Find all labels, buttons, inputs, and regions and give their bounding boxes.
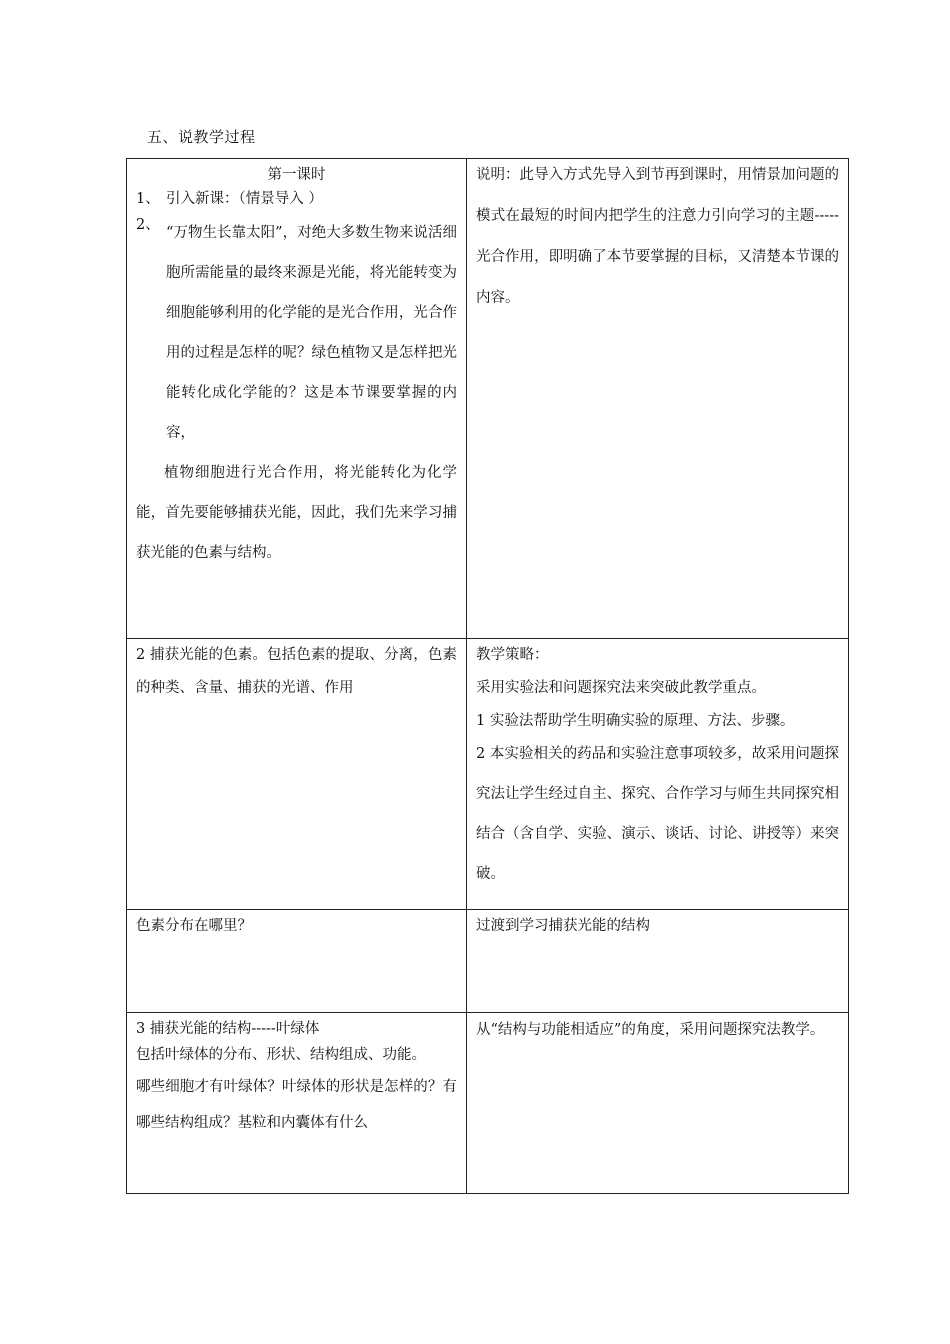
lesson-content-cell (127, 910, 467, 1013)
lesson-period-title: 第一课时 (267, 167, 326, 183)
strategy-line: 2 本实验相关的药品和实验注意事项较多，故采用问题探究法让学生经过自主、探究、合作学习与师生共同探究相结合（含自学、实验、演示、谈话、讨论、讲授等）来突破。 (476, 746, 839, 882)
list-item (136, 213, 457, 453)
table-row (127, 1013, 849, 1194)
table-row (127, 910, 849, 1013)
paragraph: 从“结构与功能相适应”的角度，采用问题探究法教学。 (476, 1022, 825, 1038)
strategy-cell (467, 639, 849, 910)
paragraph: 说明：此导入方式先导入到节再到课时，用情景加问题的模式在最短的时间内把学生的注意力引向学习的主题-----光合作用，即明确了本节要掌握的目标，又清楚本节课的内容。 (476, 167, 839, 306)
teaching-process-table (126, 158, 849, 1194)
lesson-content-cell (127, 159, 467, 639)
strategy-line: 采用实验法和问题探究法来突破此教学重点。 (476, 680, 766, 696)
list-item (136, 187, 457, 211)
item-number: 2、 (136, 217, 160, 233)
lesson-content-cell (127, 639, 467, 910)
transition-text: 过渡到学习捕获光能的结构 (476, 918, 650, 934)
structure-heading: 3 捕获光能的结构-----叶绿体 (136, 1021, 320, 1037)
section-heading: 五、说教学过程 (147, 128, 256, 146)
paragraph: 植物细胞进行光合作用，将光能转化为化学能，首先要能够捕获光能，因此，我们先来学习捕获光能的色素与结构。 (136, 465, 457, 561)
item-number: 1、 (136, 191, 160, 207)
strategy-title: 教学策略： (476, 647, 549, 663)
strategy-line: 1 实验法帮助学生明确实验的原理、方法、步骤。 (476, 713, 795, 729)
paragraph: 包括叶绿体的分布、形状、结构组成、功能。 (136, 1047, 426, 1063)
explanation-cell (467, 1013, 849, 1194)
item-text: “万物生长靠太阳”，对绝大多数生物来说活细胞所需能量的最终来源是光能，将光能转变为细胞能够利用的化学能的是光合作用，光合作用的过程是怎样的呢？绿色植物又是怎样把光能转化成化学能的？这是本节课要掌握的内容， (166, 225, 457, 441)
paragraph: 哪些细胞才有叶绿体？叶绿体的形状是怎样的？有哪些结构组成？基粒和内囊体有什么 (136, 1079, 457, 1131)
lesson-content-cell (127, 1013, 467, 1194)
table-row (127, 159, 849, 639)
table-row (127, 639, 849, 910)
explanation-cell (467, 910, 849, 1013)
paragraph: 2 捕获光能的色素。包括色素的提取、分离，色素的种类、含量、捕获的光谱、作用 (136, 647, 457, 696)
explanation-cell (467, 159, 849, 639)
item-text: 引入新课：（情景导入 ） (166, 191, 323, 207)
question-text: 色素分布在哪里？ (136, 918, 252, 934)
